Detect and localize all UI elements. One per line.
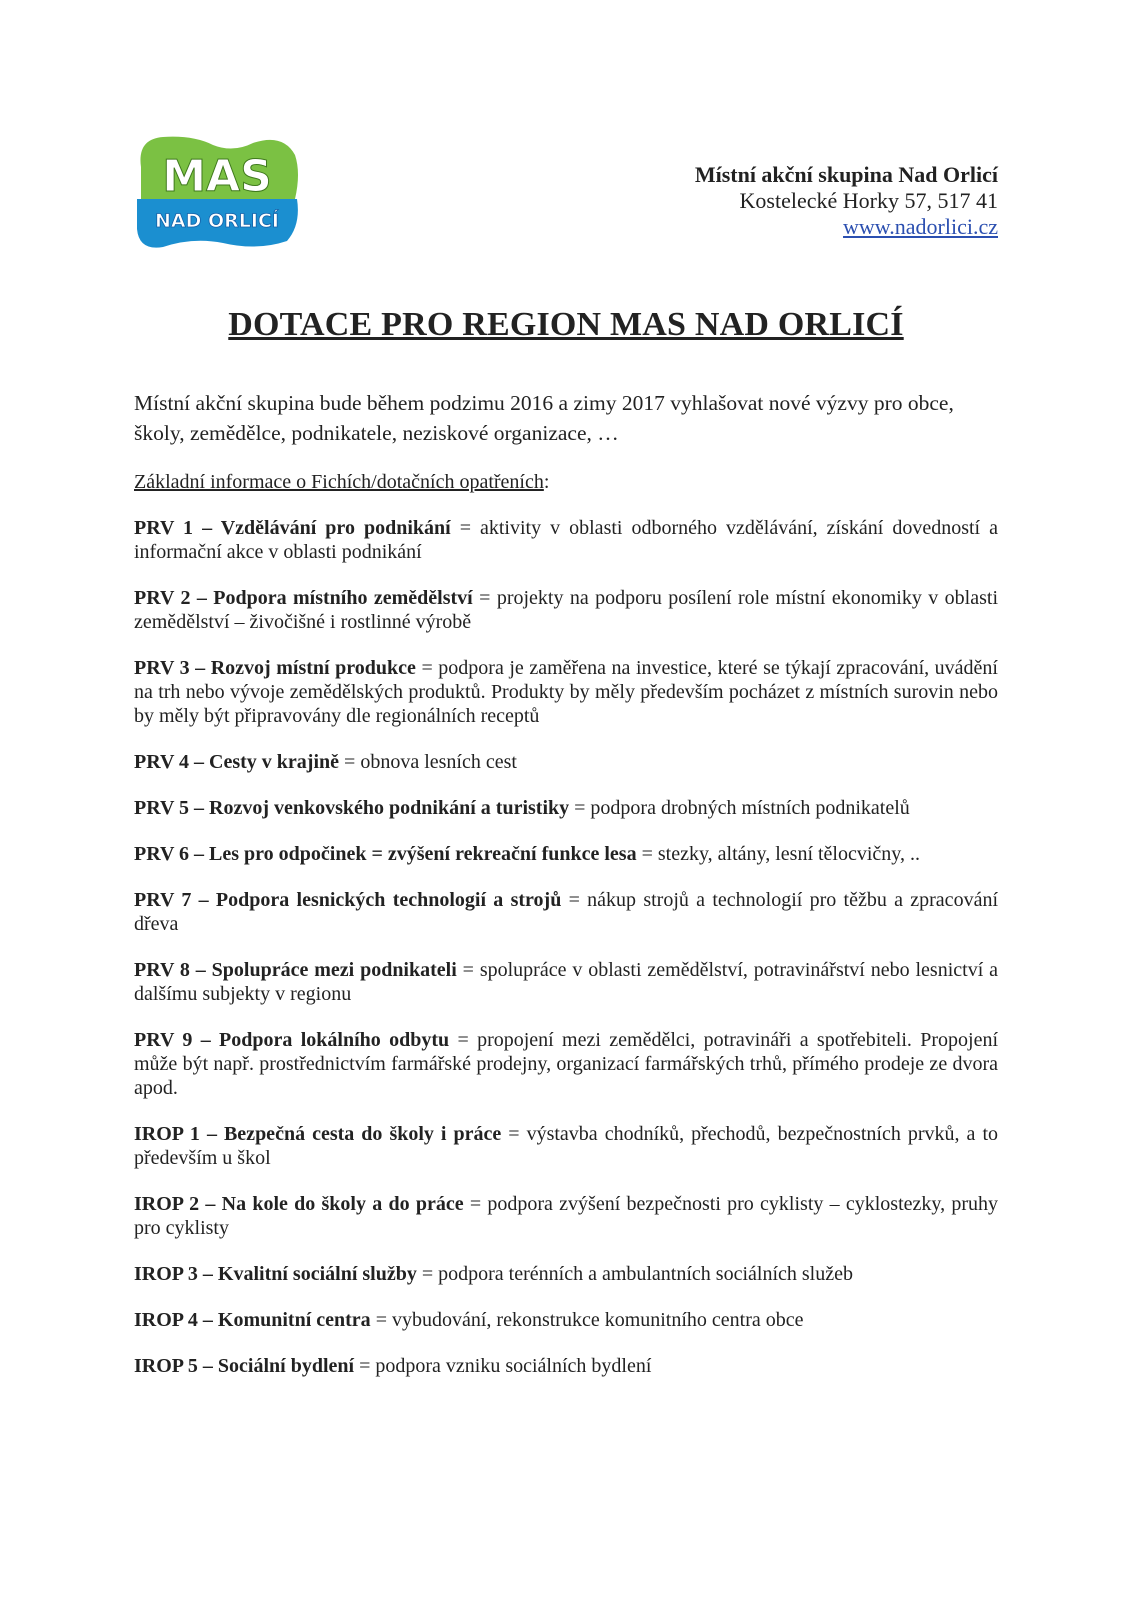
measure-description: vybudování, rekonstrukce komunitního centra obce — [391, 1309, 804, 1331]
measure-name: Podpora lokálního odbytu — [219, 1029, 450, 1051]
measure-name: Sociální bydlení — [217, 1355, 355, 1377]
measure-description: podpora zvýšení bezpečnosti pro cyklisty – cyklostezky, pruhy pro cyklisty — [134, 1193, 999, 1239]
organization-name: Místní akční skupina Nad Orlicí — [694, 162, 998, 187]
mas-logo — [133, 133, 301, 251]
measure-name: Na kole do školy a do práce — [221, 1193, 464, 1215]
measure-code: PRV 9 — [134, 1029, 193, 1051]
measure-name: Podpora místního zemědělství — [213, 587, 473, 609]
organization-address: Kostelecké Horky 57, 517 41 — [739, 188, 998, 213]
measure-item: PRV 1 – Vzdělávání pro podnikání = aktivity v oblasti odborného vzdělávání, získání dovedností a informační akce v oblasti podnikání — [134, 517, 998, 563]
measure-item: IROP 5 – Sociální bydlení = podpora vzniku sociálních bydlení — [134, 1355, 652, 1377]
measure-name: Rozvoj venkovského podnikání a turistiky — [209, 797, 570, 819]
measure-description: nákup strojů a technologií pro těžbu a zpracování dřeva — [134, 889, 998, 935]
document-title: DOTACE PRO REGION MAS NAD ORLICÍ — [228, 306, 904, 343]
intro-paragraph: Místní akční skupina bude během podzimu 2016 a zimy 2017 vyhlašovat nové výzvy pro obce, školy, zemědělce, podnikatele, neziskové organizace, … — [134, 391, 954, 445]
measure-description: výstavba chodníků, přechodů, bezpečnostních prvků, a to především u škol — [134, 1123, 999, 1169]
measure-description: podpora je zaměřena na investice, které se týkají zpracování, uvádění na trh nebo vývoje zemědělských produktů. Produkty by měly především pocházet z místních surovin nebo by měly být připravovány dle regionálních receptů — [134, 657, 998, 727]
measure-item: PRV 5 – Rozvoj venkovského podnikání a turistiky = podpora drobných místních podnikatelů — [134, 797, 910, 819]
measure-code: IROP 1 — [134, 1123, 200, 1145]
measure-item: IROP 4 – Komunitní centra = vybudování, rekonstrukce komunitního centra obce — [134, 1309, 804, 1331]
contact-block — [695, 162, 998, 240]
measure-name: Rozvoj místní produkce — [210, 657, 416, 679]
measure-code: IROP 2 — [134, 1193, 200, 1215]
measure-description: aktivity v oblasti odborného vzdělávání, získání dovedností a informační akce v oblasti podnikání — [134, 517, 998, 563]
measure-name: Spolupráce mezi podnikateli — [211, 959, 457, 981]
website-link[interactable]: www.nadorlici.cz — [843, 214, 998, 239]
measure-description: podpora terénních a ambulantních sociálních služeb — [438, 1263, 853, 1285]
measure-code: PRV 5 — [134, 797, 190, 819]
measure-code: PRV 6 — [134, 843, 190, 865]
measure-description: obnova lesních cest — [360, 751, 517, 773]
measure-item: PRV 4 – Cesty v krajině = obnova lesních cest — [134, 751, 517, 773]
measure-description: spolupráce v oblasti zemědělství, potravinářství nebo lesnictví a dalšímu subjekty v regionu — [134, 959, 999, 1005]
measure-name: Podpora lesnických technologií a strojů — [215, 889, 562, 911]
measure-name: Komunitní centra — [217, 1309, 371, 1331]
logo-nad-orlici-text: NAD ORLICÍ — [155, 210, 279, 232]
measure-description: podpora drobných místních podnikatelů — [590, 797, 910, 819]
measure-item: IROP 2 – Na kole do školy a do práce = podpora zvýšení bezpečnosti pro cyklisty – cyklostezky, pruhy pro cyklisty — [134, 1193, 999, 1239]
measure-description: propojení mezi zemědělci, potravináři a spotřebiteli. Propojení může být např. prostřednictvím farmářské prodejny, organizací farmářských trhů, přímého prodeje ze dvora apod. — [134, 1029, 999, 1099]
measure-name: Vzdělávání pro podnikání — [220, 517, 451, 539]
measure-code: IROP 4 — [134, 1309, 198, 1331]
measure-item: PRV 3 – Rozvoj místní produkce = podpora je zaměřena na investice, které se týkají zpracování, uvádění na trh nebo vývoje zemědělských produktů. Produkty by měly především pocházet z místních surovin nebo by měly být připravovány dle regionálních receptů — [134, 657, 998, 727]
measures-list — [134, 516, 998, 1378]
measure-code: PRV 8 — [134, 959, 190, 981]
measure-item: IROP 3 – Kvalitní sociální služby = podpora terénních a ambulantních sociálních služeb — [134, 1263, 853, 1285]
measure-code: IROP 3 — [134, 1263, 198, 1285]
measure-item: PRV 6 – Les pro odpočinek = zvýšení rekreační funkce lesa = stezky, altány, lesní tělocvičny, .. — [134, 843, 920, 865]
measure-name: Cesty v krajině — [209, 751, 340, 773]
measure-item: IROP 1 – Bezpečná cesta do školy i práce = výstavba chodníků, přechodů, bezpečnostních prvků, a to především u škol — [134, 1123, 999, 1169]
logo-mas-text: MAS — [162, 151, 272, 202]
measure-description: stezky, altány, lesní tělocvičny, .. — [657, 843, 920, 865]
measure-code: PRV 1 — [134, 517, 194, 539]
measure-code: PRV 3 — [134, 657, 190, 679]
measure-code: PRV 2 — [134, 587, 191, 609]
measure-description: podpora vzniku sociálních bydlení — [375, 1355, 652, 1377]
section-heading-text: Základní informace o Fichích/dotačních opatřeních — [134, 471, 544, 493]
measure-name: Les pro odpočinek = zvýšení rekreační funkce lesa — [209, 843, 637, 865]
measure-code: PRV 7 — [134, 889, 192, 911]
measure-name: Bezpečná cesta do školy i práce — [223, 1123, 502, 1145]
measure-code: IROP 5 — [134, 1355, 198, 1377]
measure-code: PRV 4 — [134, 751, 190, 773]
measure-item: PRV 9 – Podpora lokálního odbytu = propojení mezi zemědělci, potravináři a spotřebiteli. Propojení může být např. prostřednictvím farmářské prodejny, organizací farmářských trhů, přímého prodeje ze dvora apod. — [134, 1029, 999, 1099]
section-heading: Základní informace o Fichích/dotačních opatřeních: — [134, 471, 550, 493]
measure-item: PRV 8 – Spolupráce mezi podnikateli = spolupráce v oblasti zemědělství, potravinářství nebo lesnictví a dalšímu subjekty v regionu — [134, 959, 999, 1005]
document-body — [134, 388, 998, 1400]
measure-item: PRV 7 – Podpora lesnických technologií a strojů = nákup strojů a technologií pro těžbu a zpracování dřeva — [134, 889, 998, 935]
measure-description: projekty na podporu posílení role místní ekonomiky v oblasti zemědělství – živočišné i rostlinné výrobě — [134, 587, 999, 633]
measure-item: PRV 2 – Podpora místního zemědělství = projekty na podporu posílení role místní ekonomiky v oblasti zemědělství – živočišné i rostlinné výrobě — [134, 587, 999, 633]
measure-name: Kvalitní sociální služby — [217, 1263, 417, 1285]
